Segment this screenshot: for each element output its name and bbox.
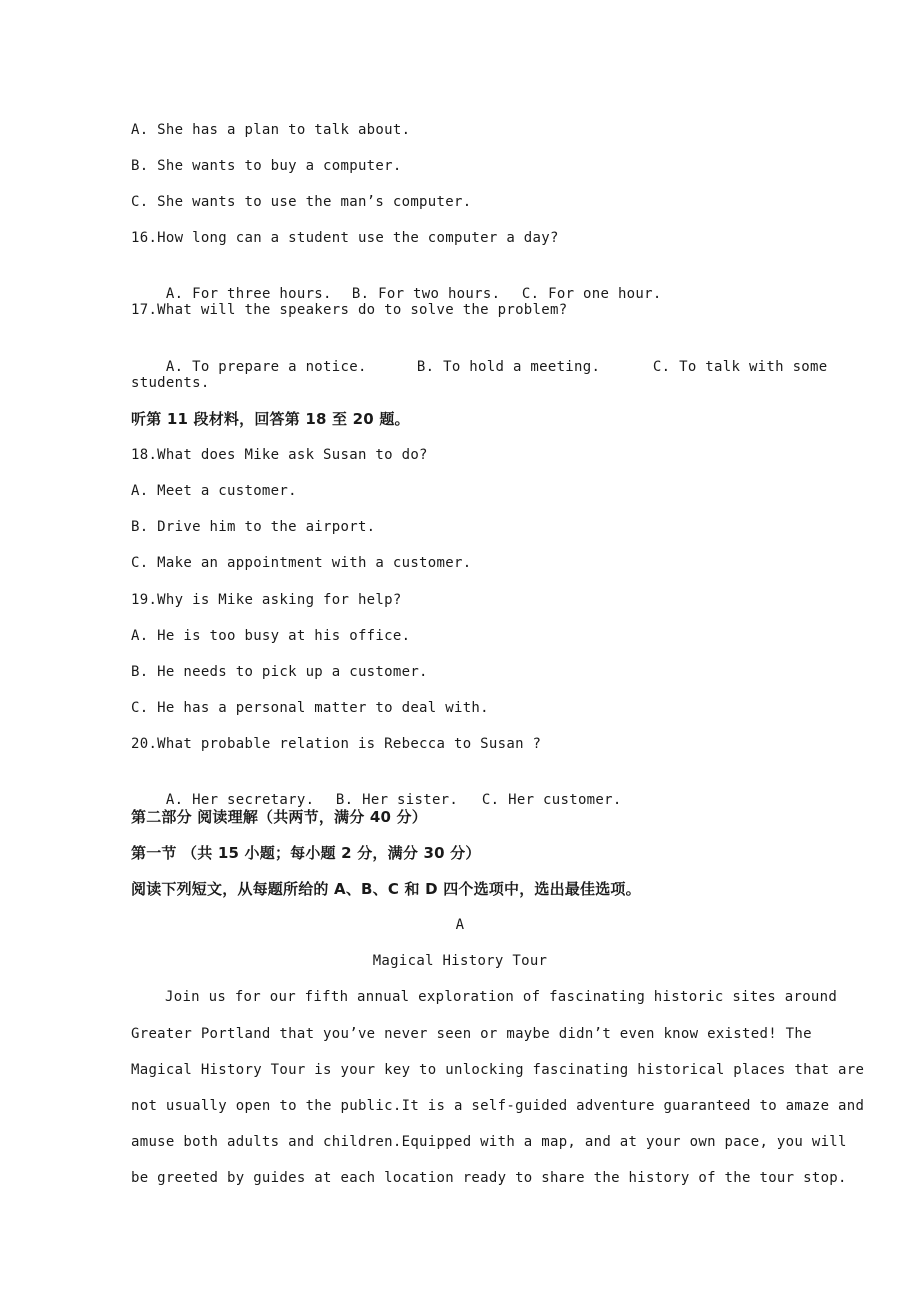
q16-option-a: A. For three hours. — [165, 286, 332, 302]
q16-question: 16.How long can a student use the computer a day? — [131, 230, 559, 246]
q20-question: 20.What probable relation is Rebecca to Susan ? — [131, 736, 542, 752]
section-1-heading: 第一节 （共 15 小题；每小题 2 分，满分 30 分） — [131, 844, 481, 862]
q17-option-b: B. To hold a meeting. — [416, 359, 601, 375]
part-2-heading: 第二部分 阅读理解（共两节，满分 40 分） — [131, 808, 427, 826]
q19-option-b: B. He needs to pick up a customer. — [131, 664, 428, 680]
section-11-heading: 听第 11 段材料，回答第 18 至 20 题。 — [131, 410, 410, 428]
q15-option-b: B. She wants to buy a computer. — [131, 158, 402, 174]
q17-option-c-continued: students. — [131, 375, 210, 391]
reading-instructions: 阅读下列短文，从每题所给的 A、B、C 和 D 四个选项中，选出最佳选项。 — [131, 880, 641, 898]
q15-option-c: C. She wants to use the man’s computer. — [131, 194, 472, 210]
q19-question: 19.Why is Mike asking for help? — [131, 592, 402, 608]
passage-line-6: be greeted by guides at each location ready to share the history of the tour stop. — [131, 1170, 847, 1186]
passage-line-5: amuse both adults and children.Equipped with a map, and at your own pace, you will — [131, 1134, 847, 1150]
q17-option-c: C. To talk with some — [652, 359, 828, 375]
passage-title: Magical History Tour — [372, 953, 548, 969]
q19-option-a: A. He is too busy at his office. — [131, 628, 411, 644]
q20-option-b: B. Her sister. — [335, 792, 459, 808]
passage-letter: A — [455, 917, 465, 933]
q18-option-a: A. Meet a customer. — [131, 483, 297, 499]
q16-option-b: B. For two hours. — [351, 286, 501, 302]
q18-question: 18.What does Mike ask Susan to do? — [131, 447, 428, 463]
q17-question: 17.What will the speakers do to solve the problem? — [131, 302, 568, 318]
passage-line-1: Join us for our fifth annual exploration of fascinating historic sites around — [165, 989, 838, 1005]
passage-line-4: not usually open to the public.It is a self-guided adventure guaranteed to amaze and — [131, 1098, 865, 1114]
q18-option-b: B. Drive him to the airport. — [131, 519, 376, 535]
q20-option-a: A. Her secretary. — [165, 792, 315, 808]
passage-line-2: Greater Portland that you’ve never seen or maybe didn’t even know existed! The — [131, 1026, 812, 1042]
q17-option-a: A. To prepare a notice. — [165, 359, 367, 375]
q15-option-a: A. She has a plan to talk about. — [131, 122, 411, 138]
q17-options — [131, 337, 828, 397]
q18-option-c: C. Make an appointment with a customer. — [131, 555, 472, 571]
passage-line-3: Magical History Tour is your key to unlocking fascinating historical places that are — [131, 1062, 865, 1078]
q19-option-c: C. He has a personal matter to deal with. — [131, 700, 489, 716]
q20-option-c: C. Her customer. — [481, 792, 622, 808]
q16-option-c: C. For one hour. — [521, 286, 662, 302]
